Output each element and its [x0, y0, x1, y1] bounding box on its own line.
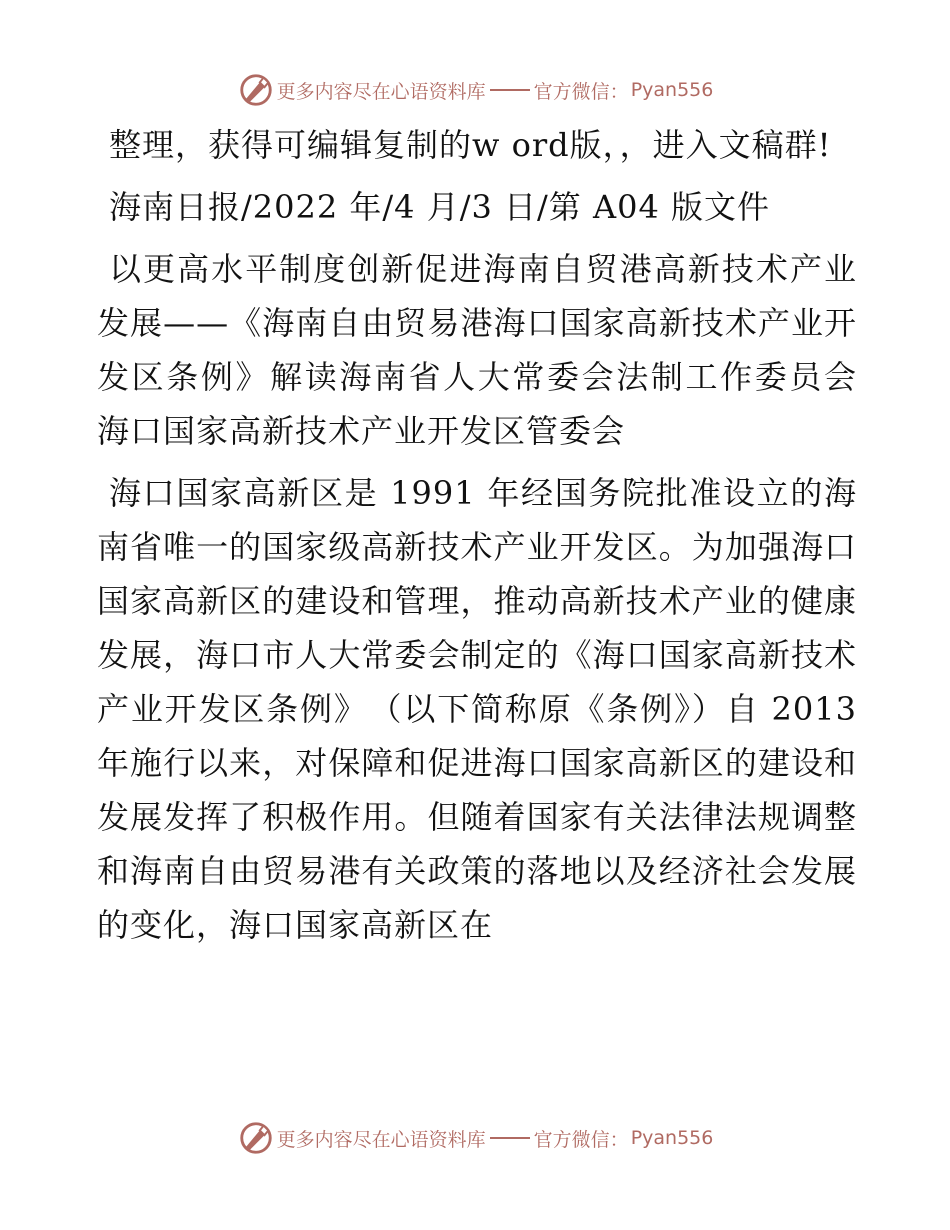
watermark-wechat-id: Pyan556: [630, 1127, 714, 1149]
watermark-wechat-label: 官方微信：: [533, 1128, 629, 1151]
watermark-brand-text: 更多内容尽在心语资料库: [276, 1128, 486, 1151]
watermark-banner-top: [0, 70, 950, 110]
watermark-wechat-label: 官方微信：: [533, 80, 629, 103]
paragraph-title: 以更高水平制度创新促进海南自贸港高新技术产业发展——《海南自由贸易港海口国家高新技术产业开发区条例》解读海南省人大常委会法制工作委员会 海口国家高新技术产业开发区管委会: [97, 250, 891, 450]
watermark-brand-text: 更多内容尽在心语资料库: [276, 80, 486, 103]
paragraph-body: 海口国家高新区是 1991 年经国务院批准设立的海南省唯一的国家级高新技术产业开发区。为加强海口国家高新区的建设和管理，推动高新技术产业的健康发展，海口市人大常委会制定的《海口国家高新技术产业开发区条例》 （以下简称原《条例》）自 2013 年施行以来，对保障和促进海口国家高新区的建设和发展发挥了积极作用。但随着国家有关法律法规调整和海南自由贸易港有关政策的落地以及经济社会发展的变化，海口国家高新区在: [97, 474, 857, 944]
pen-circle-icon: [237, 71, 275, 109]
paragraph-source: 海南日报/2022 年/4 月/3 日/第 A04 版文件: [109, 188, 770, 226]
watermark-separator: [490, 89, 530, 91]
watermark-wechat-id: Pyan556: [630, 79, 714, 101]
watermark-separator: [490, 1137, 530, 1139]
pen-circle-icon: [237, 1119, 275, 1157]
document-body: [97, 118, 891, 960]
watermark-banner-bottom: [0, 1118, 950, 1158]
paragraph-intro: 整理，获得可编辑复制的w ord版，，进入文稿群!: [109, 126, 832, 164]
